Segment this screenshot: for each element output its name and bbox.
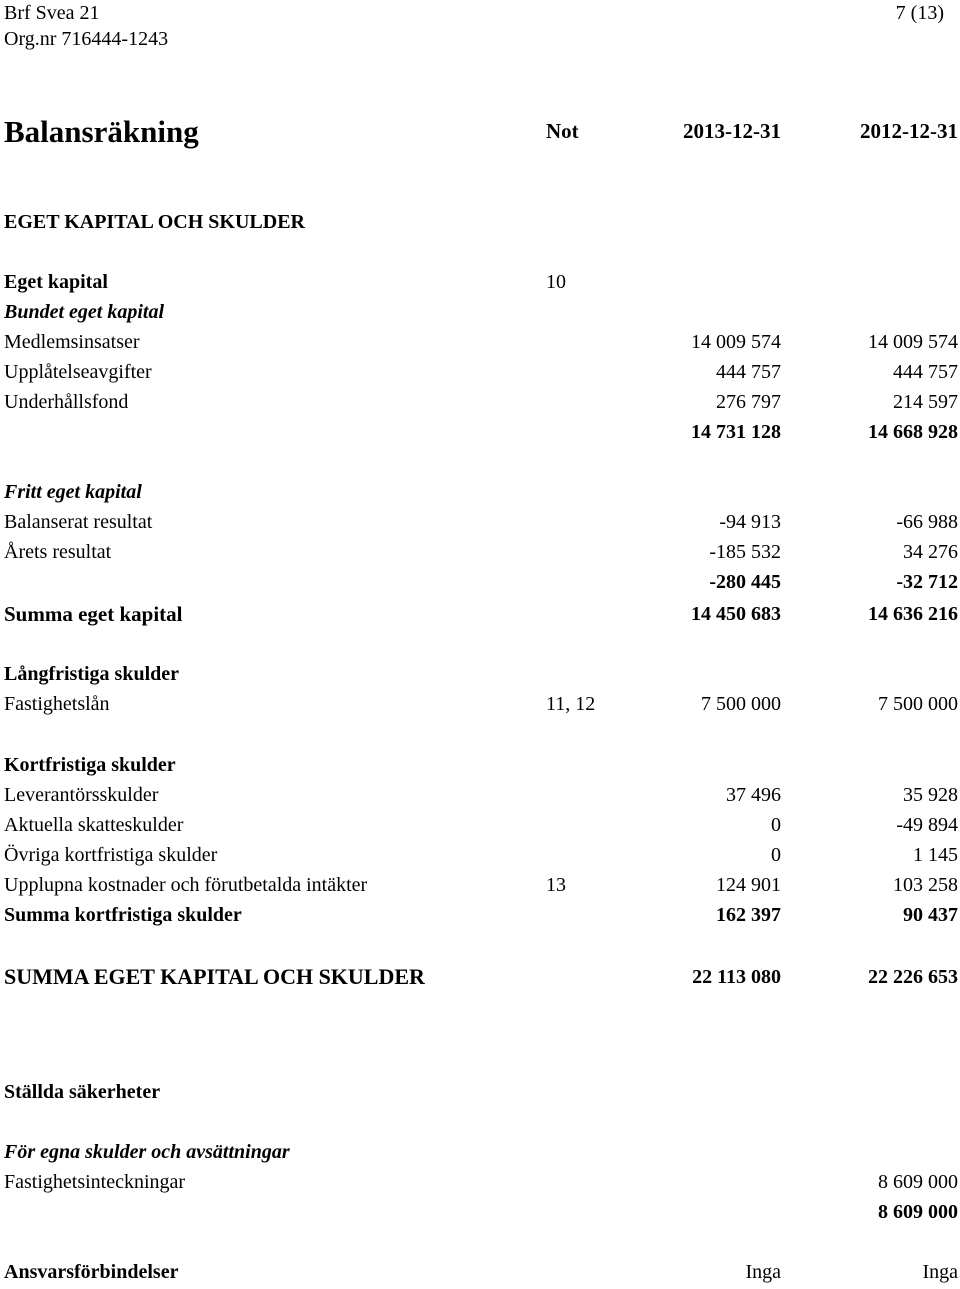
value-2012: 103 258: [893, 874, 958, 896]
total-row: [0, 959, 960, 989]
summa-kortfristiga-row: [0, 897, 960, 927]
langfristiga-heading: Långfristiga skulder: [4, 663, 180, 685]
value-2012: 444 757: [893, 361, 958, 383]
table-row: [0, 324, 960, 354]
page-number: 7 (13): [895, 2, 944, 24]
row-label: Upplåtelseavgifter: [4, 361, 152, 383]
page-title: Balansräkning: [4, 114, 199, 149]
value-2012: 1 145: [913, 844, 958, 866]
value-2013: 444 757: [716, 361, 781, 383]
row-label: Årets resultat: [4, 541, 112, 563]
value-2013: -94 913: [719, 511, 781, 533]
total-label: SUMMA EGET KAPITAL OCH SKULDER: [4, 964, 425, 989]
subtotal-2013: -280 445: [709, 571, 781, 593]
stallda-sub-heading: För egna skulder och avsättningar: [4, 1141, 290, 1163]
value-2013: 0: [771, 844, 781, 866]
value-2013: 14 450 683: [691, 603, 781, 625]
ansvar-label: Ansvarsförbindelser: [4, 1261, 179, 1283]
stallda-heading-row: [0, 1074, 960, 1104]
summa-eget-kapital-row: [0, 596, 960, 626]
subtotal-2012: -32 712: [896, 571, 958, 593]
ansvar-row: [0, 1254, 960, 1284]
eget-kapital-label: Eget kapital: [4, 271, 108, 293]
row-label: Upplupna kostnader och förutbetalda intäkter: [4, 874, 368, 896]
fritt-heading-row: [0, 474, 960, 504]
value-2012: -49 894: [896, 814, 958, 836]
value-2012: 8 609 000: [878, 1171, 958, 1193]
value-2012: 35 928: [903, 784, 958, 806]
eget-kapital-row: [0, 264, 960, 294]
stallda-heading: Ställda säkerheter: [4, 1081, 161, 1103]
subtotal-row: [0, 414, 960, 444]
subtotal-row: [0, 564, 960, 594]
table-row: [0, 686, 960, 716]
value-2012: 7 500 000: [878, 693, 958, 715]
value-2013: 276 797: [716, 391, 781, 413]
subtotal-2013: 14 731 128: [691, 421, 781, 443]
value-2013: 0: [771, 814, 781, 836]
row-label: Summa eget kapital: [4, 602, 183, 626]
total-2012: 22 226 653: [868, 966, 958, 988]
total-2013: 22 113 080: [692, 966, 781, 988]
row-label: Leverantörsskulder: [4, 784, 159, 806]
value-2013: 14 009 574: [691, 331, 781, 353]
table-row: [0, 504, 960, 534]
langfristiga-heading-row: [0, 656, 960, 686]
row-note: 13: [546, 874, 566, 896]
value-2012: 14 636 216: [868, 603, 958, 625]
row-label: Övriga kortfristiga skulder: [4, 844, 218, 866]
row-label: Medlemsinsatser: [4, 331, 140, 353]
table-row: [0, 1164, 960, 1194]
org-name: Brf Svea 21: [4, 2, 100, 24]
value-2013: -185 532: [709, 541, 781, 563]
eget-kapital-note: 10: [546, 271, 566, 293]
value-2013: 124 901: [716, 874, 781, 896]
stallda-sub-heading-row: [0, 1134, 960, 1164]
table-row: [0, 807, 960, 837]
bundet-heading: Bundet eget kapital: [4, 301, 164, 323]
row-label: Underhållsfond: [4, 391, 129, 413]
value-2012: Inga: [922, 1261, 958, 1283]
table-row: [0, 354, 960, 384]
table-row: [0, 384, 960, 414]
org-number: Org.nr 716444-1243: [4, 28, 169, 50]
bundet-heading-row: [0, 294, 960, 324]
row-note: 11, 12: [546, 693, 596, 715]
note-column-header: Not: [546, 119, 579, 143]
row-label: Aktuella skatteskulder: [4, 814, 184, 836]
column-header-2012: 2012-12-31: [860, 119, 958, 143]
subtotal-row: [0, 1194, 960, 1224]
value-2012: 14 009 574: [868, 331, 958, 353]
value-2013: 7 500 000: [701, 693, 781, 715]
fritt-heading: Fritt eget kapital: [4, 481, 142, 503]
value-2013: Inga: [745, 1261, 781, 1283]
column-header-2013: 2013-12-31: [683, 119, 781, 143]
row-label: Fastighetslån: [4, 693, 110, 715]
value-2012: 90 437: [903, 904, 958, 926]
table-row: [0, 837, 960, 867]
section-heading: EGET KAPITAL OCH SKULDER: [4, 211, 305, 233]
row-label: Summa kortfristiga skulder: [4, 904, 242, 926]
table-row: [0, 534, 960, 564]
value-2012: 34 276: [903, 541, 958, 563]
value-2013: 37 496: [726, 784, 781, 806]
value-2012: -66 988: [896, 511, 958, 533]
subtotal-2012: 14 668 928: [868, 421, 958, 443]
table-row: [0, 777, 960, 807]
row-label: Fastighetsinteckningar: [4, 1171, 186, 1193]
table-row: [0, 867, 960, 897]
page-header: [4, 0, 944, 52]
section-heading-row: [0, 204, 960, 234]
subtotal-2012: 8 609 000: [878, 1201, 958, 1223]
kortfristiga-heading-row: [0, 747, 960, 777]
value-2012: 214 597: [893, 391, 958, 413]
kortfristiga-heading: Kortfristiga skulder: [4, 754, 176, 776]
title-row: [0, 112, 960, 150]
value-2013: 162 397: [716, 904, 781, 926]
row-label: Balanserat resultat: [4, 511, 153, 533]
